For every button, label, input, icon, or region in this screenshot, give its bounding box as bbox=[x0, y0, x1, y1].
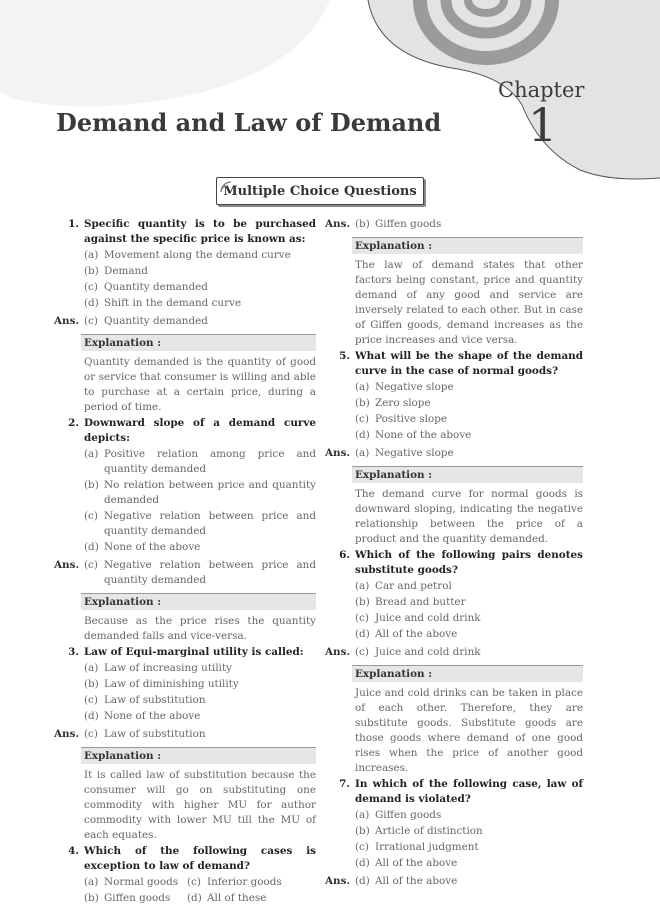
answer: Ans. (b) Giffen goods bbox=[325, 218, 442, 230]
option: (c) Law of substitution bbox=[84, 694, 206, 706]
question-1: 1. Specific quantity is to be purchased against the specific price is known as: bbox=[68, 218, 316, 245]
chapter-number: 1 bbox=[528, 98, 558, 152]
option: (a) Positive relation among price and quantity demanded bbox=[84, 448, 316, 475]
explanation-header: Explanation : bbox=[81, 334, 316, 351]
explanation-header: Explanation : bbox=[352, 665, 583, 682]
option: (b) Demand bbox=[84, 265, 148, 277]
option: (c) Irrational judgment bbox=[355, 841, 479, 853]
section-title: Multiple Choice Questions bbox=[223, 183, 417, 199]
question-3: 3. Law of Equi-marginal utility is called: bbox=[68, 646, 304, 658]
option: (d) All of the above bbox=[355, 628, 458, 640]
option-row: (a) Normal goods (c) Inferior goods bbox=[84, 876, 282, 888]
explanation-text: Juice and cold drinks can be taken in place of each other. Therefore, they are substitute goods. Substitute goods are those goods where demand of one good rises when the price of another good increases. bbox=[355, 687, 583, 774]
option: (c) Negative relation between price and quantity demanded bbox=[84, 510, 316, 537]
question-2: 2. Downward slope of a demand curve depicts: bbox=[68, 417, 316, 444]
left-column bbox=[54, 216, 316, 906]
question-5: 5. What will be the shape of the demand curve in the case of normal goods? bbox=[339, 350, 583, 377]
explanation-header: Explanation : bbox=[352, 237, 583, 254]
right-column bbox=[325, 216, 583, 889]
option: (b) No relation between price and quantity demanded bbox=[84, 479, 316, 506]
option: (a) Movement along the demand curve bbox=[84, 249, 291, 261]
decorative-blob-top-left bbox=[0, 0, 330, 106]
answer: Ans. (c) Law of substitution bbox=[54, 728, 206, 740]
option: (a) Car and petrol bbox=[355, 580, 452, 592]
option: (d) None of the above bbox=[84, 541, 201, 553]
answer: Ans. (c) Juice and cold drink bbox=[325, 646, 481, 658]
answer: Ans. (c) Negative relation between price and quantity demanded bbox=[54, 559, 316, 586]
option: (a) Negative slope bbox=[355, 381, 454, 393]
explanation-text: It is called law of substitution because the consumer will go on substituting one commodity with higher MU for author commodity with lower MU till the MU of each equates. bbox=[84, 769, 316, 841]
option: (d) None of the above bbox=[355, 429, 472, 441]
explanation-text: The law of demand states that other factors being constant, price and quantity demand of any good and service are inversely related to each other. But in case of Giffen goods, demand increases as the price increases and vice versa. bbox=[355, 259, 583, 346]
explanation-header: Explanation : bbox=[81, 593, 316, 610]
explanation-text: The demand curve for normal goods is downward sloping, indicating the negative relationship between the price of a product and the quantity demanded. bbox=[355, 488, 583, 545]
question-4: 4. Which of the following cases is exception to law of demand? bbox=[68, 845, 316, 872]
option: (b) Bread and butter bbox=[355, 596, 466, 608]
question-7: 7. In which of the following case, law of demand is violated? bbox=[339, 778, 583, 805]
option: (a) Giffen goods bbox=[355, 809, 442, 821]
explanation-header: Explanation : bbox=[352, 466, 583, 483]
option: (b) Law of diminishing utility bbox=[84, 678, 239, 690]
question-6: 6. Which of the following pairs denotes substitute goods? bbox=[339, 549, 583, 576]
section-banner bbox=[216, 177, 424, 205]
answer: Ans. (a) Negative slope bbox=[325, 447, 454, 459]
option: (d) All of the above bbox=[355, 857, 458, 869]
option: (c) Positive slope bbox=[355, 413, 448, 425]
option: (d) None of the above bbox=[84, 710, 201, 722]
explanation-header: Explanation : bbox=[81, 747, 316, 764]
option: (a) Law of increasing utility bbox=[84, 662, 233, 674]
option: (d) Shift in the demand curve bbox=[84, 297, 242, 309]
option: (c) Juice and cold drink bbox=[355, 612, 481, 624]
explanation-text: Because as the price rises the quantity demanded falls and vice-versa. bbox=[84, 615, 316, 642]
signal-icon bbox=[220, 181, 232, 193]
option: (b) Article of distinction bbox=[355, 825, 483, 837]
page-title: Demand and Law of Demand bbox=[56, 108, 442, 137]
answer: Ans. (d) All of the above bbox=[325, 875, 458, 887]
option: (c) Quantity demanded bbox=[84, 281, 208, 293]
answer: Ans. (c) Quantity demanded bbox=[54, 315, 208, 327]
chapter-label: Chapter bbox=[498, 78, 585, 102]
option-row: (b) Giffen goods (d) All of these bbox=[84, 892, 267, 904]
explanation-text: Quantity demanded is the quantity of good or service that consumer is willing and able to purchase at a certain price, during a period of time. bbox=[84, 356, 316, 413]
option: (b) Zero slope bbox=[355, 397, 431, 409]
